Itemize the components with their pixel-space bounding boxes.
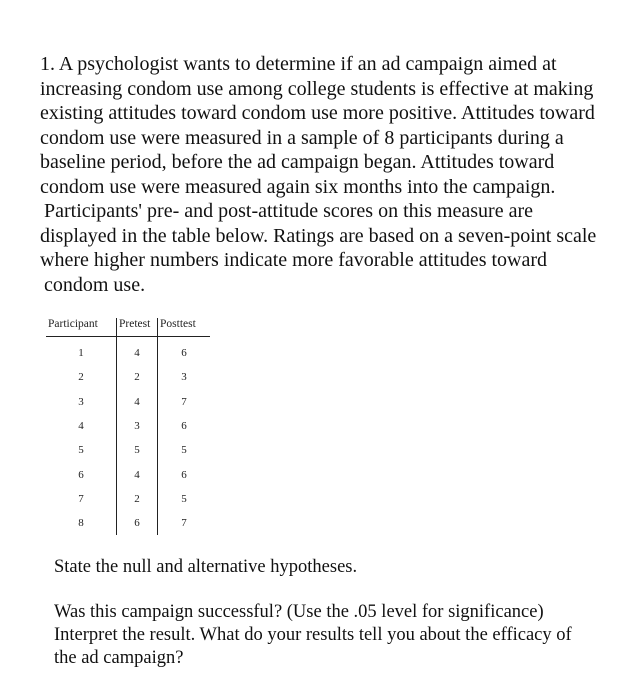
table-row [46, 390, 210, 414]
table-row [46, 511, 210, 535]
question-significance [54, 601, 634, 670]
posttest-cell: 6 [158, 337, 211, 366]
table-row [46, 414, 210, 438]
problem-statement [40, 52, 630, 297]
participant-cell: 6 [78, 468, 84, 481]
posttest-cell: 5 [158, 438, 211, 462]
question-hypotheses [54, 556, 634, 579]
table-row [46, 487, 210, 511]
problem-line: Participants' pre- and post-attitude scores on this measure are [44, 200, 534, 222]
posttest-cell: 6 [158, 414, 211, 438]
pretest-cell: 2 [117, 487, 158, 511]
posttest-cell: 7 [158, 511, 211, 535]
problem-line: existing attitudes toward condom use more positive. Attitudes toward [40, 102, 595, 124]
participant-cell: 8 [78, 517, 84, 530]
problem-line: increasing condom use among college students is effective at making [40, 77, 594, 100]
posttest-cell: 3 [158, 365, 211, 389]
pretest-cell: 4 [117, 462, 158, 486]
participant-cell: 4 [78, 420, 84, 433]
table-row [46, 438, 210, 462]
table-row [46, 337, 210, 366]
column-header-posttest: Posttest [158, 318, 211, 337]
problem-line: condom use were measured in a sample of 8 participants during a [40, 126, 564, 149]
problem-line: where higher numbers indicate more favorable attitudes toward [40, 249, 548, 271]
table-row [46, 365, 210, 389]
pretest-cell: 3 [117, 414, 158, 438]
problem-line: condom use. [44, 273, 146, 296]
posttest-cell: 7 [158, 390, 211, 414]
pretest-cell: 2 [117, 365, 158, 389]
table-row [46, 462, 210, 486]
problem-line: condom use were measured again six months into the campaign. [40, 175, 556, 198]
question-line: State the null and alternative hypotheses. [54, 557, 358, 577]
score-table [46, 318, 210, 535]
participant-cell: 2 [78, 371, 84, 384]
posttest-cell: 5 [158, 487, 211, 511]
question-line: the ad campaign? [54, 648, 184, 668]
pretest-cell: 5 [117, 438, 158, 462]
column-header-pretest: Pretest [117, 318, 158, 337]
participant-cell: 5 [78, 444, 84, 457]
participant-cell: 1 [78, 347, 84, 360]
problem-line: displayed in the table below. Ratings are based on a seven-point scale [40, 224, 597, 247]
column-header-participant: Participant [46, 318, 117, 337]
question-line: Was this campaign successful? (Use the .05 level for significance) [54, 602, 544, 622]
problem-line: 1. A psychologist wants to determine if an ad campaign aimed at [40, 53, 557, 75]
participant-cell: 3 [78, 395, 84, 408]
posttest-cell: 6 [158, 462, 211, 486]
pretest-cell: 4 [117, 390, 158, 414]
pretest-cell: 4 [117, 337, 158, 366]
participant-cell: 7 [78, 492, 84, 505]
table-header-row [46, 318, 210, 337]
question-line: Interpret the result. What do your results tell you about the efficacy of [54, 625, 572, 645]
problem-line: baseline period, before the ad campaign began. Attitudes toward [40, 151, 555, 173]
pretest-cell: 6 [117, 511, 158, 535]
